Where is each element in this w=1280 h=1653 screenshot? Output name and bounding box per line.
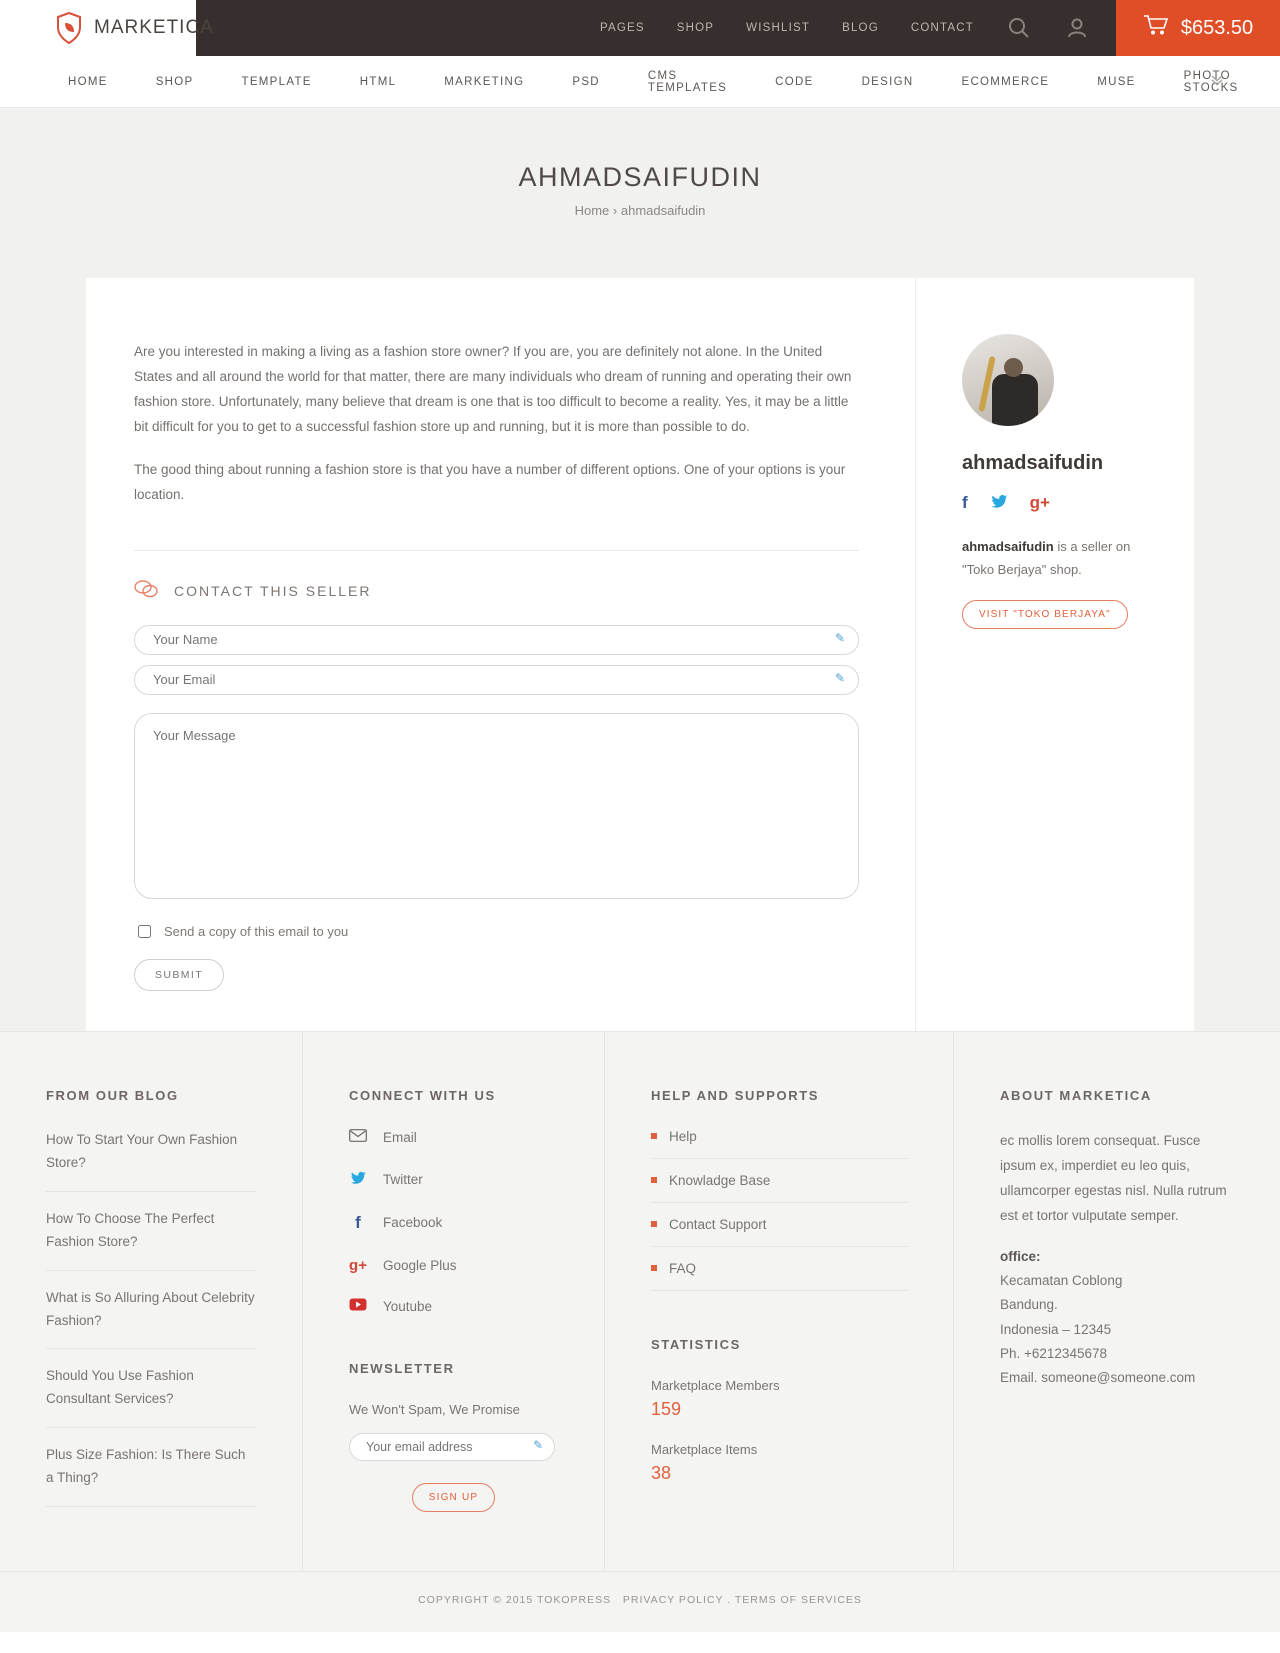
privacy-policy-link[interactable]: PRIVACY POLICY — [622, 1594, 724, 1607]
nav-link-shop[interactable]: SHOP — [155, 75, 194, 88]
footer-about-column — [954, 1032, 1280, 1571]
help-link[interactable] — [651, 1173, 907, 1203]
help-link[interactable] — [651, 1261, 907, 1291]
office-line: Email. someone@someone.com — [1000, 1370, 1196, 1386]
nav-item[interactable] — [751, 76, 837, 88]
seller-sidebar — [916, 278, 1194, 1031]
nav-link-psd[interactable]: PSD — [572, 75, 600, 88]
footer-blog-column — [0, 1032, 303, 1571]
nav-item[interactable] — [336, 76, 421, 88]
stat-label-members: Marketplace Members — [651, 1377, 780, 1393]
nav-link-template[interactable]: TEMPLATE — [241, 75, 312, 88]
top-nav-pages[interactable]: PAGES — [599, 22, 645, 34]
seller-socials — [962, 493, 1164, 514]
nav-item[interactable] — [56, 76, 132, 88]
about-office — [1000, 1245, 1234, 1391]
bullet-square-icon — [651, 1265, 657, 1271]
pencil-icon: ✎ — [834, 670, 845, 685]
cart-icon — [1143, 14, 1169, 42]
office-line: Bandung. — [1000, 1297, 1058, 1313]
breadcrumb-separator: › — [612, 203, 618, 218]
logo[interactable] — [0, 0, 214, 56]
blog-link[interactable]: What is So Alluring About Celebrity Fashion? — [46, 1287, 256, 1350]
bullet-square-icon — [651, 1221, 657, 1227]
office-line: Indonesia – 12345 — [1000, 1321, 1112, 1337]
footer-about-heading: ABOUT MARKETICA — [1000, 1087, 1152, 1103]
help-link[interactable] — [651, 1129, 907, 1159]
google-plus-icon: g+ — [349, 1256, 367, 1274]
nav-link-design[interactable]: DESIGN — [861, 75, 914, 88]
nav-link-marketing[interactable]: MARKETING — [444, 75, 525, 88]
footer-help-column — [605, 1032, 954, 1571]
top-nav-wishlist[interactable]: WISHLIST — [746, 22, 811, 34]
nav-link-code[interactable]: CODE — [775, 75, 814, 88]
chevron-double-down-icon[interactable] — [1210, 73, 1224, 90]
newsletter-heading: NEWSLETTER — [349, 1360, 455, 1376]
help-link[interactable] — [651, 1217, 907, 1247]
newsletter-subtitle: We Won't Spam, We Promise — [349, 1401, 520, 1417]
message-textarea[interactable] — [134, 713, 859, 899]
search-icon[interactable] — [1006, 15, 1032, 41]
nav-item[interactable] — [218, 76, 336, 88]
pencil-icon: ✎ — [532, 1437, 543, 1452]
name-input[interactable] — [134, 625, 859, 655]
stat-value-members: 159 — [651, 1398, 682, 1419]
copyright-text: COPYRIGHT © 2015 TOKOPRESS — [418, 1594, 612, 1607]
nav-link-muse[interactable]: MUSE — [1097, 75, 1136, 88]
newsletter-email-input[interactable] — [349, 1433, 555, 1461]
bullet-square-icon — [651, 1177, 657, 1183]
connect-google-plus[interactable] — [349, 1257, 558, 1274]
contact-form — [134, 625, 859, 991]
blog-link[interactable]: Should You Use Fashion Consultant Services? — [46, 1365, 256, 1428]
content-wrap — [0, 278, 1280, 1031]
divider — [134, 550, 859, 551]
breadcrumb-home[interactable]: Home — [574, 203, 610, 218]
blog-link[interactable]: How To Start Your Own Fashion Store? — [46, 1129, 256, 1192]
nav-link-ecommerce[interactable]: ECOMMERCE — [961, 75, 1050, 88]
connect-twitter[interactable] — [349, 1170, 558, 1189]
cart-total: $653.50 — [1180, 16, 1254, 39]
main-nav — [0, 56, 1280, 108]
cart-button[interactable] — [1116, 0, 1280, 56]
name-field-wrap — [134, 625, 859, 665]
seller-description-rest: is a seller on "Toko Berjaya" shop. — [962, 539, 1131, 577]
envelope-icon — [349, 1129, 367, 1146]
office-line: Ph. +6212345678 — [1000, 1345, 1107, 1361]
connect-email[interactable] — [349, 1129, 558, 1146]
top-bar — [0, 0, 1280, 56]
footer-help-heading: HELP AND SUPPORTS — [651, 1087, 820, 1103]
email-input[interactable] — [134, 665, 859, 695]
connect-youtube[interactable] — [349, 1298, 558, 1315]
footer-blog-heading: FROM OUR BLOG — [46, 1087, 179, 1103]
copyright-bar — [0, 1571, 1280, 1632]
intro-paragraph-2: The good thing about running a fashion store is that you have a number of different options. One of your options is your location. — [134, 461, 846, 502]
nav-item[interactable] — [624, 70, 751, 94]
user-icon[interactable] — [1064, 15, 1090, 41]
footer-connect-heading: CONNECT WITH US — [349, 1087, 496, 1103]
nav-link-photo-stocks[interactable]: PHOTO STOCKS — [1183, 69, 1239, 94]
breadcrumb-current: ahmadsaifudin — [620, 203, 706, 218]
contact-seller-title: CONTACT THIS SELLER — [174, 582, 372, 599]
connect-label: Email — [383, 1129, 417, 1145]
nav-item[interactable] — [937, 76, 1073, 88]
avatar-head — [1004, 358, 1023, 377]
help-label: Help — [669, 1128, 697, 1144]
main-nav-list — [56, 70, 1263, 94]
newsletter-signup-button[interactable]: SIGN UP — [412, 1483, 496, 1512]
terms-link[interactable]: TERMS OF SERVICES — [734, 1594, 862, 1607]
logo-text: MARKETICA — [94, 17, 214, 38]
intro-paragraph-1: Are you interested in making a living as a fashion store owner? If you are, you are definitely not alone. In the United States and all around the world for that matter, there are many individuals who dream of running and operating their own fashion store. Unfortunately, many believe that dream is one that is too difficult to become a reality. Yes, it may be a little bit difficult for you to get to a successful fashion store up and running, but it is more than possible to do. — [134, 344, 852, 434]
page-header — [0, 108, 1280, 278]
chat-bubbles-icon — [134, 579, 158, 603]
nav-item[interactable] — [838, 76, 938, 88]
nav-link-cms-templates[interactable]: CMS TEMPLATES — [647, 69, 728, 94]
avatar-body — [992, 374, 1038, 426]
twitter-icon — [349, 1170, 367, 1189]
seller-description-name: ahmadsaifudin — [962, 539, 1054, 554]
help-label: FAQ — [669, 1260, 697, 1276]
facebook-icon: f — [355, 1212, 361, 1232]
top-nav-shop[interactable]: SHOP — [676, 22, 715, 34]
main-column — [86, 278, 916, 1031]
content-panel — [86, 278, 1194, 1031]
facebook-icon[interactable]: f — [962, 493, 968, 512]
page-title: AHMADSAIFUDIN — [518, 162, 762, 192]
visit-shop-button[interactable]: VISIT "TOKO BERJAYA" — [962, 600, 1128, 629]
nav-link-html[interactable]: HTML — [359, 75, 397, 88]
help-label: Contact Support — [669, 1216, 767, 1232]
blog-link[interactable]: Plus Size Fashion: Is There Such a Thing? — [46, 1444, 256, 1507]
top-nav-contact[interactable]: CONTACT — [910, 22, 974, 34]
top-nav — [196, 0, 1116, 56]
bullet-square-icon — [651, 1133, 657, 1139]
connect-label: Youtube — [383, 1298, 433, 1314]
help-label: Knowladge Base — [669, 1172, 771, 1188]
send-copy-checkbox[interactable] — [138, 925, 151, 938]
footer — [0, 1031, 1280, 1632]
nav-link-home[interactable]: HOME — [68, 75, 108, 88]
email-field-wrap — [134, 665, 859, 705]
nav-item[interactable] — [420, 76, 548, 88]
seller-description — [962, 536, 1164, 582]
nav-item[interactable] — [1073, 76, 1159, 88]
office-line: Kecamatan Coblong — [1000, 1272, 1123, 1288]
send-copy-label: Send a copy of this email to you — [164, 923, 349, 939]
youtube-icon — [349, 1298, 367, 1315]
connect-facebook[interactable] — [349, 1213, 558, 1233]
newsletter-field-wrap — [349, 1433, 555, 1461]
connect-label: Twitter — [383, 1171, 423, 1187]
connect-label: Google Plus — [383, 1257, 457, 1273]
submit-button[interactable]: SUBMIT — [134, 959, 224, 991]
google-plus-icon[interactable]: g+ — [1029, 493, 1050, 512]
avatar — [962, 334, 1054, 426]
about-text: ec mollis lorem consequat. Fusce ipsum ex, imperdiet eu leo quis, ullamcorper egestas nisl. Nulla rutrum est et tortor vulputate semper. — [1000, 1132, 1227, 1223]
office-label: office: — [1000, 1248, 1041, 1264]
footer-connect-column — [303, 1032, 605, 1571]
footer-columns — [0, 1032, 1280, 1571]
seller-name: ahmadsaifudin — [962, 452, 1104, 474]
stat-value-items: 38 — [651, 1462, 672, 1483]
send-copy-row — [134, 922, 859, 941]
connect-label: Facebook — [383, 1215, 443, 1231]
nav-item[interactable] — [548, 76, 624, 88]
copy-separator: . — [727, 1594, 732, 1607]
breadcrumb — [0, 203, 1280, 218]
pencil-icon: ✎ — [834, 630, 845, 645]
top-nav-blog[interactable]: BLOG — [842, 22, 879, 34]
stat-label-items: Marketplace Items — [651, 1441, 758, 1457]
nav-item[interactable] — [132, 76, 218, 88]
statistics-heading: STATISTICS — [651, 1336, 741, 1352]
twitter-icon[interactable] — [990, 493, 1008, 514]
contact-seller-header — [134, 579, 859, 603]
shield-leaf-icon — [56, 12, 82, 44]
blog-link[interactable]: How To Choose The Perfect Fashion Store? — [46, 1208, 256, 1271]
